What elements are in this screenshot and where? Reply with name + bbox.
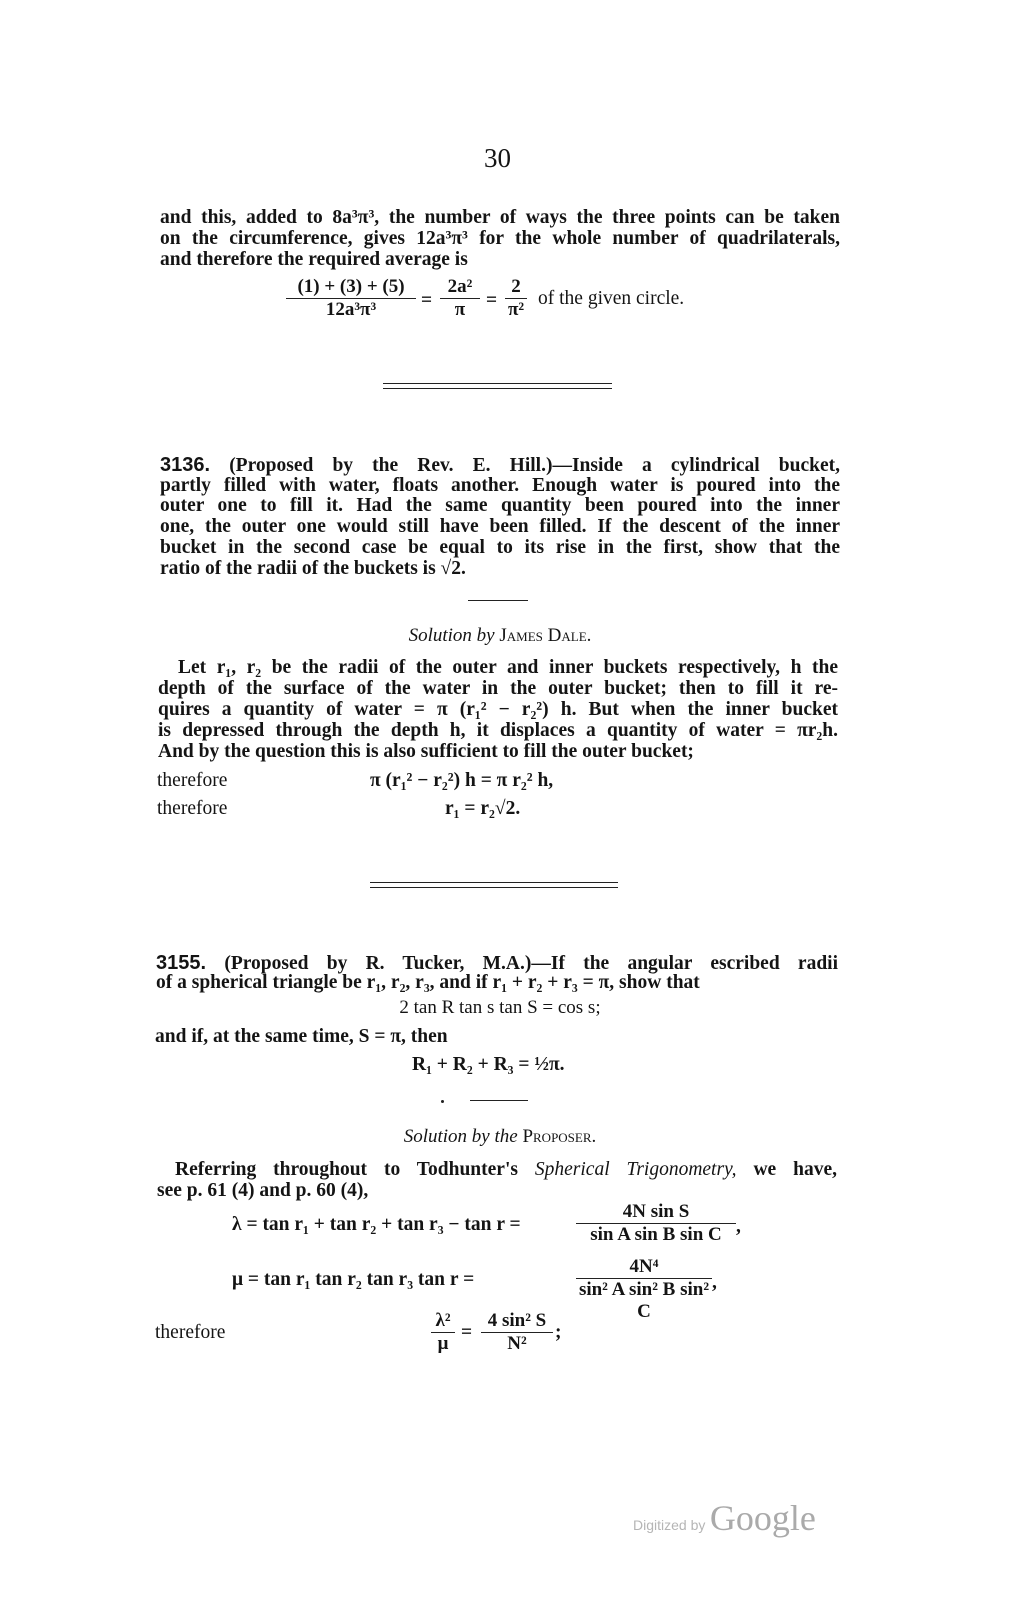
section-divider xyxy=(383,383,612,389)
intro-line: and this, added to 8a³π³, the number of ways the three points can be taken xyxy=(160,207,840,228)
solution-line: Let r₁, r₂ be the radii of the outer and inner buckets respectively, h the xyxy=(178,657,838,678)
therefore-label: therefore xyxy=(155,1322,226,1343)
equation: R₁ + R₂ + R₃ = ½π. xyxy=(412,1054,565,1075)
average-fraction-1 xyxy=(286,276,416,321)
therefore-label: therefore xyxy=(157,770,228,791)
question-line: ratio of the radii of the buckets is √2. xyxy=(160,558,466,579)
denominator: μ xyxy=(437,1333,449,1354)
comma: , xyxy=(712,1272,717,1293)
short-rule xyxy=(470,1100,528,1101)
question-line: one, the outer one would still have been filled. If the descent of the inner xyxy=(160,516,840,537)
lambda-fraction xyxy=(576,1201,736,1246)
mu-lhs: μ = tan r₁ tan r₂ tan r₃ tan r = xyxy=(232,1269,475,1290)
google-watermark xyxy=(633,1497,816,1539)
solution-line: quires a quantity of water = π (r₁² − r₂²) h. But when the inner bucket xyxy=(158,699,838,720)
question-line: outer one to fill it. Had the same quantity been poured into the inner xyxy=(160,495,840,516)
question-line: of a spherical triangle be r₁, r₂, r₃, and if r₁ + r₂ + r₃ = π, show that xyxy=(156,972,700,993)
solution-by: Solution by the xyxy=(403,1126,518,1147)
page-number: 30 xyxy=(484,143,511,173)
intro-line: and therefore the required average is xyxy=(160,249,468,270)
numerator: 4N⁴ xyxy=(576,1256,712,1279)
question-number: 3155. xyxy=(156,952,207,974)
numerator: 4 sin² S xyxy=(481,1310,553,1333)
solution-by: Solution by xyxy=(408,625,495,646)
solver-name: James Dale. xyxy=(499,625,592,646)
section-divider xyxy=(370,882,618,888)
numerator: 2 xyxy=(505,276,527,299)
formula-tail: of the given circle. xyxy=(538,288,685,309)
therefore-label: therefore xyxy=(157,798,228,819)
denominator: π xyxy=(454,299,466,320)
question-line: and if, at the same time, S = π, then xyxy=(155,1026,448,1047)
text: we have, xyxy=(753,1159,838,1180)
google-logo: Google xyxy=(709,1498,816,1538)
solution-heading xyxy=(0,625,1000,647)
equals-sign: = xyxy=(486,290,498,311)
equals-sign: = xyxy=(461,1322,473,1343)
lambda-lhs: λ = tan r₁ + tan r₂ + tan r₃ − tan r = xyxy=(232,1214,521,1235)
solver-name: Proposer. xyxy=(522,1126,597,1147)
intro-line: on the circumference, gives 12a³π³ for the whole number of quadrilaterals, xyxy=(160,228,840,249)
numerator: 4N sin S xyxy=(576,1201,736,1224)
numerator: 2a² xyxy=(440,276,480,299)
equals-sign: = xyxy=(421,290,433,311)
semicolon: ; xyxy=(555,1322,562,1343)
denominator: π² xyxy=(507,299,525,320)
mu-fraction xyxy=(576,1256,712,1323)
question-line: bucket in the second case be equal to its rise in the first, show that the xyxy=(160,537,840,558)
denominator: 12a³π³ xyxy=(325,299,377,320)
ratio-fraction-lhs xyxy=(431,1310,455,1355)
denominator: N² xyxy=(507,1333,527,1354)
denominator: sin A sin B sin C xyxy=(590,1224,722,1245)
average-fraction-2 xyxy=(440,276,480,321)
solution-heading xyxy=(0,1126,1000,1148)
equation: π (r₁² − r₂²) h = π r₂² h, xyxy=(370,770,554,791)
question-line: partly filled with water, floats another. Enough water is poured into the xyxy=(160,475,840,496)
solution-line xyxy=(175,1159,837,1181)
equation: r₁ = r₂√2. xyxy=(445,798,521,819)
question-number: 3136. xyxy=(160,454,211,476)
watermark-prefix: Digitized by xyxy=(633,1517,706,1533)
denominator: sin² A sin² B sin² C xyxy=(578,1279,710,1322)
numerator: (1) + (3) + (5) xyxy=(286,276,416,299)
solution-line: And by the question this is also sufficient to fill the outer bucket; xyxy=(158,741,694,762)
solution-line: see p. 61 (4) and p. 60 (4), xyxy=(157,1180,369,1201)
solution-line: is depressed through the depth h, it displaces a quantity of water = πr₂h. xyxy=(158,720,838,741)
question-3136-line-1 xyxy=(160,454,840,477)
question-text: (Proposed by R. Tucker, M.A.)—If the angular escribed radii xyxy=(224,953,839,974)
question-text: (Proposed by the Rev. E. Hill.)—Inside a cylindrical bucket, xyxy=(229,455,841,476)
solution-line: depth of the surface of the water in the outer bucket; then to fill it re- xyxy=(158,678,838,699)
comma: , xyxy=(736,1216,741,1237)
short-rule xyxy=(468,600,528,601)
equation: 2 tan R tan s tan S = cos s; xyxy=(399,997,601,1018)
ratio-fraction-rhs xyxy=(481,1310,553,1355)
book-title: Spherical Trigonometry, xyxy=(534,1159,737,1180)
average-fraction-3 xyxy=(505,276,527,321)
dot xyxy=(441,1100,444,1103)
numerator: λ² xyxy=(431,1310,455,1333)
text: Referring throughout to Todhunter's xyxy=(175,1159,518,1180)
